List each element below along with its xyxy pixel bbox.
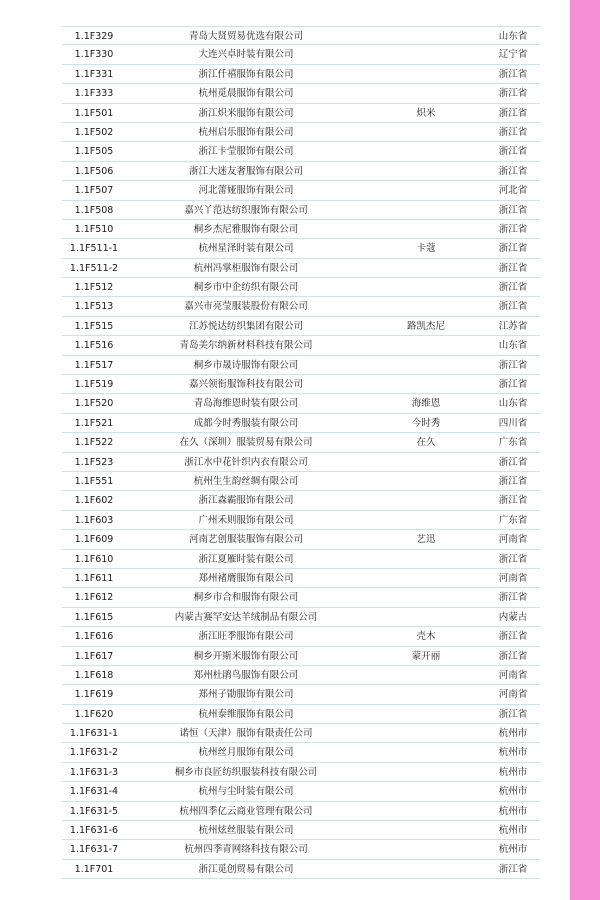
region-cell: 浙江省	[498, 631, 528, 643]
table-row	[62, 763, 540, 782]
booth-code-cell: 1.1F615	[74, 611, 114, 623]
brand-cell: 炽米	[416, 107, 436, 119]
region-cell: 浙江省	[498, 262, 528, 274]
table-row	[62, 239, 540, 258]
table-row	[62, 608, 540, 627]
region-cell: 广东省	[498, 514, 528, 526]
region-cell: 浙江省	[498, 88, 528, 100]
booth-code-cell: 1.1F611	[74, 572, 114, 584]
company-name-cell: 桐乡市合和服饰有限公司	[193, 592, 299, 604]
region-cell: 山东省	[498, 398, 528, 410]
region-cell: 浙江省	[498, 553, 528, 565]
company-name-cell: 杭州与尘时装有限公司	[198, 786, 294, 798]
region-cell: 内蒙古	[498, 611, 528, 623]
booth-code-cell: 1.1F519	[74, 379, 114, 391]
booth-code-cell: 1.1F602	[74, 495, 114, 507]
region-cell: 浙江省	[498, 650, 528, 662]
table-row	[62, 26, 540, 45]
brand-cell: 艺迅	[416, 534, 436, 546]
table-row	[62, 453, 540, 472]
booth-code-cell: 1.1F520	[74, 398, 114, 410]
brand-cell: 壳木	[416, 631, 436, 643]
table-row	[62, 647, 540, 666]
region-cell: 河北省	[498, 185, 528, 197]
region-cell: 河南省	[498, 689, 528, 701]
company-name-cell: 杭州星泽时装有限公司	[198, 243, 294, 255]
region-cell: 浙江省	[498, 475, 528, 487]
company-name-cell: 郑州子勖服饰有限公司	[198, 689, 294, 701]
booth-code-cell: 1.1F521	[74, 417, 114, 429]
region-cell: 山东省	[498, 31, 528, 42]
table-row	[62, 259, 540, 278]
company-name-cell: 浙江仟禧服饰有限公司	[198, 68, 294, 80]
company-name-cell: 桐乡开斯米服饰有限公司	[193, 650, 299, 662]
booth-code-cell: 1.1F522	[74, 437, 114, 449]
company-name-cell: 郑州杜鹃鸟服饰有限公司	[193, 669, 299, 681]
company-name-cell: 江苏悦达纺织集团有限公司	[188, 320, 303, 332]
company-name-cell: 广州禾则服饰有限公司	[198, 514, 294, 526]
booth-code-cell: 1.1F508	[74, 204, 114, 216]
company-name-cell: 浙江夏雁时装有限公司	[198, 553, 294, 565]
company-name-cell: 杭州炫丝服装有限公司	[198, 825, 294, 837]
booth-code-cell: 1.1F631-2	[69, 747, 119, 759]
table-row	[62, 394, 540, 413]
booth-code-cell: 1.1F631-7	[69, 844, 119, 856]
company-name-cell: 浙江大迷友奢服饰有限公司	[188, 165, 303, 177]
company-name-cell: 诺恒（天津）服饰有限责任公司	[179, 728, 313, 740]
company-name-cell: 青岛美尔纳新材料科技有限公司	[179, 340, 313, 352]
company-name-cell: 郑州褚膺服饰有限公司	[198, 572, 294, 584]
company-name-cell: 桐乡市中企纺织有限公司	[193, 282, 299, 294]
table-row	[62, 220, 540, 239]
booth-code-cell: 1.1F511-1	[69, 243, 119, 255]
region-cell: 浙江省	[498, 126, 528, 138]
company-name-cell: 河北蕾娅服饰有限公司	[198, 185, 294, 197]
region-cell: 浙江省	[498, 204, 528, 216]
booth-code-cell: 1.1F619	[74, 689, 114, 701]
region-cell: 浙江省	[498, 301, 528, 313]
booth-code-cell: 1.1F618	[74, 669, 114, 681]
company-name-cell: 杭州生生韵丝绸有限公司	[193, 475, 299, 487]
booth-code-cell: 1.1F701	[74, 863, 114, 875]
brand-cell: 路凯杰尼	[406, 320, 445, 332]
table-row	[62, 685, 540, 704]
booth-code-cell: 1.1F515	[74, 320, 114, 332]
region-cell: 杭州市	[498, 825, 528, 837]
booth-code-cell: 1.1F516	[74, 340, 114, 352]
company-name-cell: 大连兴卓时装有限公司	[198, 49, 294, 61]
table-row	[62, 627, 540, 646]
region-cell: 浙江省	[498, 165, 528, 177]
booth-code-cell: 1.1F523	[74, 456, 114, 468]
company-name-cell: 青岛海维恩时装有限公司	[193, 398, 299, 410]
company-name-cell: 浙江旺季服饰有限公司	[198, 631, 294, 643]
table-row	[62, 569, 540, 588]
booth-code-cell: 1.1F506	[74, 165, 114, 177]
table-row	[62, 181, 540, 200]
region-cell: 杭州市	[498, 805, 528, 817]
booth-code-cell: 1.1F513	[74, 301, 114, 313]
booth-code-cell: 1.1F551	[74, 475, 114, 487]
table-row	[62, 356, 540, 375]
company-name-cell: 在久（深圳）服装贸易有限公司	[179, 437, 313, 449]
table-row	[62, 375, 540, 394]
booth-code-cell: 1.1F609	[74, 534, 114, 546]
company-name-cell: 浙江炽米服饰有限公司	[198, 107, 294, 119]
company-name-cell: 杭州启乐服饰有限公司	[198, 126, 294, 138]
region-cell: 广东省	[498, 437, 528, 449]
company-name-cell: 内蒙古赛罕安达羊绒制品有限公司	[174, 611, 318, 623]
booth-code-cell: 1.1F331	[74, 68, 114, 80]
region-cell: 浙江省	[498, 223, 528, 235]
booth-code-cell: 1.1F631-1	[69, 728, 119, 740]
booth-code-cell: 1.1F631-3	[69, 766, 119, 778]
booth-code-cell: 1.1F612	[74, 592, 114, 604]
region-cell: 浙江省	[498, 708, 528, 720]
table-row	[62, 278, 540, 297]
table-row	[62, 705, 540, 724]
table-row	[62, 491, 540, 510]
region-cell: 浙江省	[498, 379, 528, 391]
company-name-cell: 青岛大贤贸易优选有限公司	[188, 31, 303, 42]
company-name-cell: 杭州冯掌柜服饰有限公司	[193, 262, 299, 274]
exhibitor-table	[62, 26, 540, 879]
table-row	[62, 511, 540, 530]
company-name-cell: 浙江卡莹服饰有限公司	[198, 146, 294, 158]
region-cell: 山东省	[498, 340, 528, 352]
region-cell: 浙江省	[498, 359, 528, 371]
table-row	[62, 472, 540, 491]
region-cell: 河南省	[498, 534, 528, 546]
region-cell: 杭州市	[498, 766, 528, 778]
table-row	[62, 336, 540, 355]
region-cell: 浙江省	[498, 456, 528, 468]
table-row	[62, 104, 540, 123]
region-cell: 杭州市	[498, 844, 528, 856]
booth-code-cell: 1.1F610	[74, 553, 114, 565]
company-name-cell: 桐乡市良匠纺织服装科技有限公司	[174, 766, 318, 778]
table-row	[62, 666, 540, 685]
region-cell: 杭州市	[498, 747, 528, 759]
table-row	[62, 201, 540, 220]
table-row	[62, 84, 540, 103]
table-row	[62, 821, 540, 840]
table-row	[62, 65, 540, 84]
brand-cell: 卡蔻	[416, 243, 436, 255]
table-row	[62, 162, 540, 181]
company-name-cell: 嘉兴领衔服饰科技有限公司	[188, 379, 303, 391]
company-name-cell: 浙江森霸服饰有限公司	[198, 495, 294, 507]
brand-cell: 海维恩	[411, 398, 441, 410]
company-name-cell: 成都今时秀服装有限公司	[193, 417, 299, 429]
company-name-cell: 杭州泰维服饰有限公司	[198, 708, 294, 720]
table-row	[62, 724, 540, 743]
company-name-cell: 桐乡市晟诗服饰有限公司	[193, 359, 299, 371]
company-name-cell: 杭州四季青网络科技有限公司	[184, 844, 308, 856]
company-name-cell: 桐乡杰尼雅服饰有限公司	[193, 223, 299, 235]
company-name-cell: 河南艺创服装服饰有限公司	[188, 534, 303, 546]
company-name-cell: 浙江觅创贸易有限公司	[198, 863, 294, 875]
table-row	[62, 433, 540, 452]
region-cell: 杭州市	[498, 728, 528, 740]
company-name-cell: 杭州觅晨服饰有限公司	[198, 88, 294, 100]
booth-code-cell: 1.1F501	[74, 107, 114, 119]
booth-code-cell: 1.1F631-6	[69, 825, 119, 837]
table-row	[62, 317, 540, 336]
table-row	[62, 782, 540, 801]
region-cell: 浙江省	[498, 592, 528, 604]
company-name-cell: 嘉兴市亮莹服装股份有限公司	[184, 301, 308, 313]
table-row	[62, 743, 540, 762]
booth-code-cell: 1.1F329	[74, 31, 114, 42]
region-cell: 辽宁省	[498, 49, 528, 61]
table-row	[62, 802, 540, 821]
region-cell: 江苏省	[498, 320, 528, 332]
side-decoration-bar	[570, 0, 600, 900]
region-cell: 浙江省	[498, 107, 528, 119]
booth-code-cell: 1.1F511-2	[69, 262, 119, 274]
booth-code-cell: 1.1F620	[74, 708, 114, 720]
booth-code-cell: 1.1F617	[74, 650, 114, 662]
region-cell: 河南省	[498, 572, 528, 584]
region-cell: 浙江省	[498, 243, 528, 255]
company-name-cell: 浙江水中花针织内衣有限公司	[184, 456, 308, 468]
booth-code-cell: 1.1F330	[74, 49, 114, 61]
brand-cell: 今时秀	[411, 417, 441, 429]
region-cell: 浙江省	[498, 68, 528, 80]
region-cell: 浙江省	[498, 863, 528, 875]
booth-code-cell: 1.1F517	[74, 359, 114, 371]
table-row	[62, 142, 540, 161]
table-row	[62, 588, 540, 607]
company-name-cell: 杭州四季亿云商业管理有限公司	[179, 805, 313, 817]
region-cell: 四川省	[498, 417, 528, 429]
table-row	[62, 550, 540, 569]
table-row	[62, 840, 540, 859]
region-cell: 浙江省	[498, 146, 528, 158]
table-row	[62, 123, 540, 142]
booth-code-cell: 1.1F603	[74, 514, 114, 526]
region-cell: 浙江省	[498, 495, 528, 507]
booth-code-cell: 1.1F616	[74, 631, 114, 643]
brand-cell: 在久	[416, 437, 436, 449]
region-cell: 杭州市	[498, 786, 528, 798]
table-row	[62, 860, 540, 879]
booth-code-cell: 1.1F507	[74, 185, 114, 197]
booth-code-cell: 1.1F631-4	[69, 786, 119, 798]
booth-code-cell: 1.1F333	[74, 88, 114, 100]
brand-cell: 蒙开丽	[411, 650, 441, 662]
company-name-cell: 嘉兴丫范达纺织服饰有限公司	[184, 204, 308, 216]
region-cell: 浙江省	[498, 282, 528, 294]
booth-code-cell: 1.1F510	[74, 223, 114, 235]
booth-code-cell: 1.1F502	[74, 126, 114, 138]
table-row	[62, 414, 540, 433]
table-row	[62, 297, 540, 316]
region-cell: 河南省	[498, 669, 528, 681]
booth-code-cell: 1.1F505	[74, 146, 114, 158]
table-row	[62, 530, 540, 549]
booth-code-cell: 1.1F512	[74, 282, 114, 294]
booth-code-cell: 1.1F631-5	[69, 805, 119, 817]
company-name-cell: 杭州丝月服饰有限公司	[198, 747, 294, 759]
table-row	[62, 45, 540, 64]
